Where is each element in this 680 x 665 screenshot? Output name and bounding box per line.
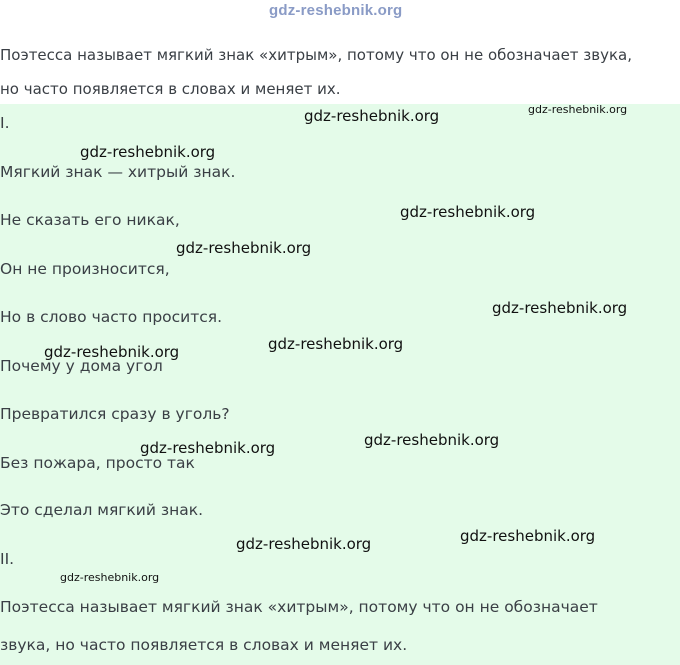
- section-1-label: I.: [0, 114, 10, 132]
- section-2-label: II.: [0, 550, 15, 568]
- watermark-text: gdz-reshebnik.org: [400, 203, 536, 221]
- watermark-text: gdz-reshebnik.org: [528, 103, 628, 116]
- intro-paragraph: [0, 38, 680, 106]
- poem-line-8: Это сделал мягкий знак.: [0, 501, 204, 519]
- watermark-text: gdz-reshebnik.org: [236, 535, 372, 553]
- watermark-text: gdz-reshebnik.org: [176, 239, 312, 257]
- watermark-text: gdz-reshebnik.org: [80, 143, 216, 161]
- poem-line-4: Но в слово часто просится.: [0, 308, 223, 326]
- section-2-line-1: Поэтесса называет мягкий знак «хитрым», потому что он не обозначает: [0, 598, 598, 616]
- poem-line-2: Не сказать его никак,: [0, 211, 180, 229]
- watermark-text: gdz-reshebnik.org: [44, 343, 180, 361]
- site-header: [0, 0, 680, 26]
- watermark-text: gdz-reshebnik.org: [140, 439, 276, 457]
- poem-line-6: Превратился сразу в уголь?: [0, 405, 230, 423]
- watermark-text: gdz-reshebnik.org: [460, 527, 596, 545]
- poem-line-3: Он не произносится,: [0, 260, 170, 278]
- site-logo-text[interactable]: gdz-reshebnik.org: [269, 2, 403, 19]
- watermark-text: gdz-reshebnik.org: [492, 299, 628, 317]
- watermark-text: gdz-reshebnik.org: [304, 107, 440, 125]
- intro-line-2: но часто появляется в словах и меняет их.: [0, 80, 341, 98]
- section-2-line-2: звука, но часто появляется в словах и меняет их.: [0, 636, 408, 654]
- poem-line-5: Почему у дома угол: [0, 357, 163, 375]
- watermark-text: gdz-reshebnik.org: [268, 335, 404, 353]
- intro-line-1: Поэтесса называет мягкий знак «хитрым», потому что он не обозначает звука,: [0, 46, 633, 64]
- watermark-text: gdz-reshebnik.org: [364, 431, 500, 449]
- poem-line-7: Без пожара, просто так: [0, 454, 195, 472]
- poem-line-1: Мягкий знак — хитрый знак.: [0, 163, 236, 181]
- watermark-text: gdz-reshebnik.org: [60, 571, 160, 584]
